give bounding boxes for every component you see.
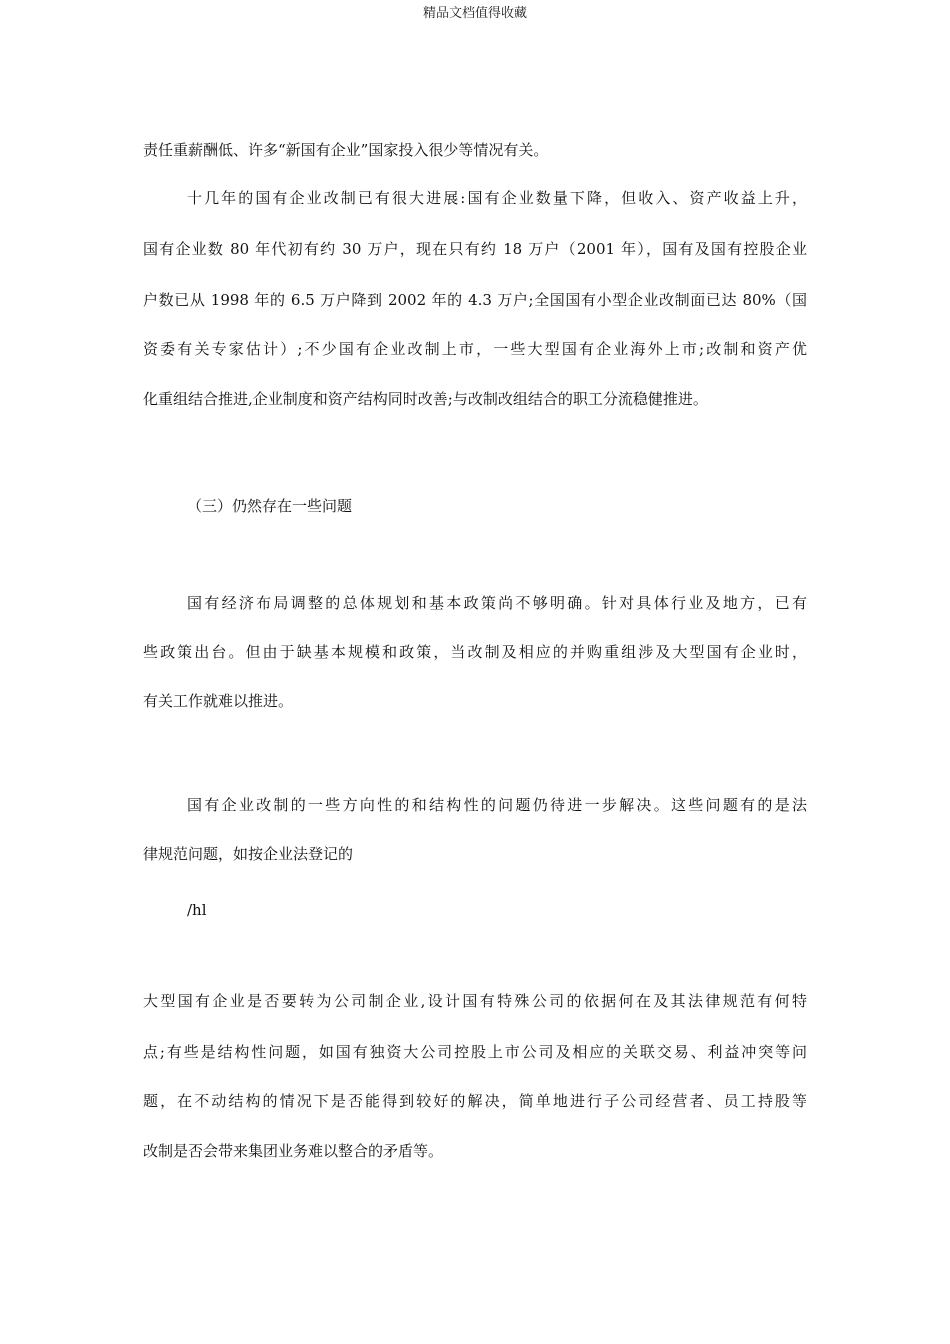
paragraph-2-line-4: 资委有关专家估计）;不少国有企业改制上市，一些大型国有企业海外上市;改制和资产优: [143, 340, 807, 358]
paragraph-3-line-1: 国有经济布局调整的总体规划和基本政策尚不够明确。针对具体行业及地方，已有: [187, 594, 807, 612]
paragraph-5-line-2: 点;有些是结构性问题，如国有独资大公司控股上市公司及相应的关联交易、利益冲突等问: [143, 1043, 807, 1061]
paragraph-5-line-4: 改制是否会带来集团业务难以整合的矛盾等。: [143, 1142, 444, 1160]
paragraph-3-line-3: 有关工作就难以推进。: [143, 692, 294, 710]
paragraph-2-line-5: 化重组结合推进,企业制度和资产结构同时改善;与改制改组结合的职工分流稳健推进。: [143, 390, 708, 408]
text-fragment: /hl: [187, 901, 207, 919]
page-header: 精品文档值得收藏: [422, 6, 527, 21]
paragraph-4-line-2: 律规范问题，如按企业法登记的: [143, 845, 354, 863]
paragraph-4-line-1: 国有企业改制的一些方向性的和结构性的问题仍待进一步解决。这些问题有的是法: [187, 796, 807, 814]
paragraph-5-line-1: 大型国有企业是否要转为公司制企业,设计国有特殊公司的依据何在及其法律规范有何特: [143, 992, 807, 1010]
section-heading: （三）仍然存在一些问题: [187, 497, 353, 515]
paragraph-1-line-1: 责任重薪酬低、许多“新国有企业”国家投入很少等情况有关。: [143, 141, 549, 159]
paragraph-2-line-3: 户数已从 1998 年的 6.5 万户降到 2002 年的 4.3 万户;全国国有小型企业改制面已达 80%（国: [143, 291, 807, 309]
paragraph-2-line-2: 国有企业数 80 年代初有约 30 万户，现在只有约 18 万户（2001 年），国有及国有控股企业: [143, 240, 807, 258]
paragraph-3-line-2: 些政策出台。但由于缺基本规模和政策，当改制及相应的并购重组涉及大型国有企业时，: [143, 643, 807, 661]
paragraph-5-line-3: 题，在不动结构的情况下是否能得到较好的解决，简单地进行子公司经营者、员工持股等: [143, 1092, 807, 1110]
paragraph-2-line-1: 十几年的国有企业改制已有很大进展:国有企业数量下降，但收入、资产收益上升，: [187, 189, 807, 207]
